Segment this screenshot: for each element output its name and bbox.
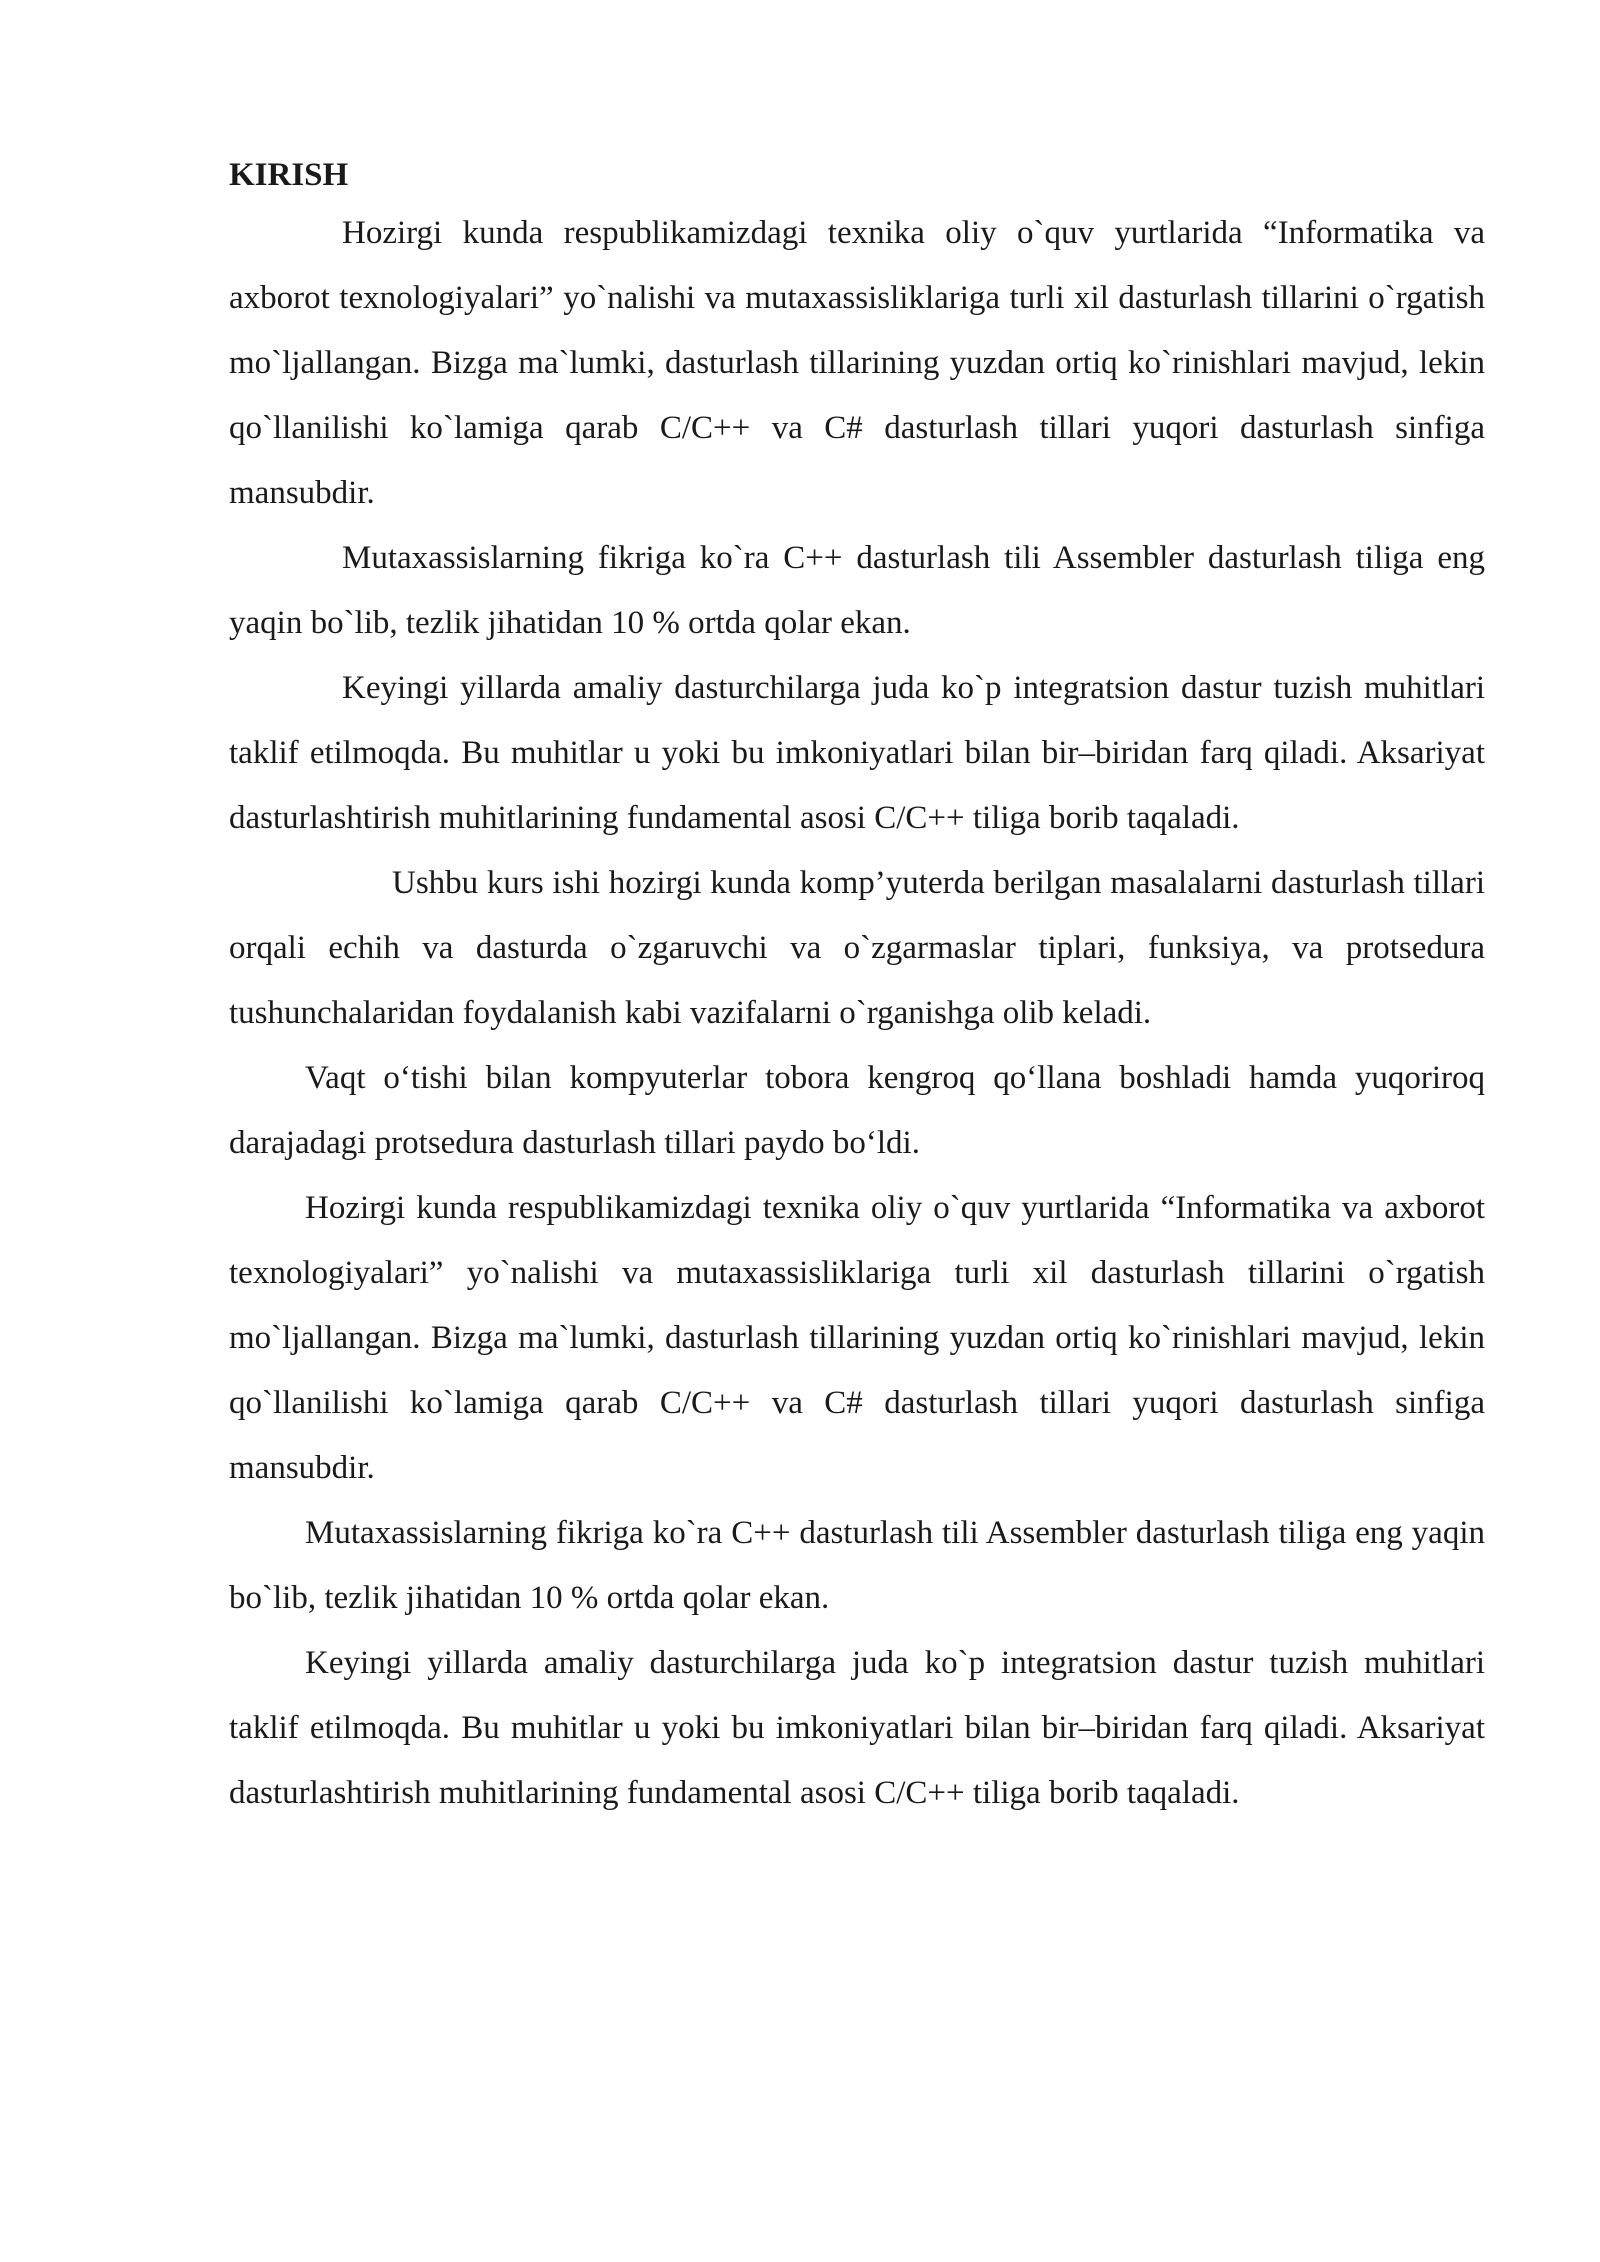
document-body <box>229 150 1485 1826</box>
paragraph-7: Mutaxassislarning fikriga ko`ra C++ dasturlash tili Assembler dasturlash tiliga eng yaqin bo`lib, tezlik jihatidan 10 % ortda qolar ekan. <box>229 1515 1485 1616</box>
paragraph-8: Keyingi yillarda amaliy dasturchilarga juda ko`p integratsion dastur tuzish muhitlari taklif etilmoqda. Bu muhitlar u yoki bu imkoniyatlari bilan bir–biridan farq qiladi. Aksariyat dasturlashtirish muhitlarining fundamental asosi C/C++ tiliga borib taqaladi. <box>229 1645 1485 1811</box>
paragraph-5: Vaqt o‘tishi bilan kompyuterlar tobora kengroq qo‘llana boshladi hamda yuqoriroq darajadagi protsedura dasturlash tillari paydo bo‘ldi. <box>229 1060 1485 1161</box>
paragraph-1: Hozirgi kunda respublikamizdagi texnika oliy o`quv yurtlarida “Informatika va axborot texnologiyalari” yo`nalishi va mutaxassisliklariga turli xil dasturlash tillarini o`rgatish mo`ljallangan. Bizga ma`lumki, dasturlash tillarining yuzdan ortiq ko`rinishlari mavjud, lekin qo`llanilishi ko`lamiga qarab C/C++ va C# dasturlash tillari yuqori dasturlash sinfiga mansubdir. <box>229 215 1485 511</box>
paragraph-6: Hozirgi kunda respublikamizdagi texnika oliy o`quv yurtlarida “Informatika va axborot texnologiyalari” yo`nalishi va mutaxassisliklariga turli xil dasturlash tillarini o`rgatish mo`ljallangan. Bizga ma`lumki, dasturlash tillarining yuzdan ortiq ko`rinishlari mavjud, lekin qo`llanilishi ko`lamiga qarab C/C++ va C# dasturlash tillari yuqori dasturlash sinfiga mansubdir. <box>229 1190 1485 1486</box>
paragraph-3: Keyingi yillarda amaliy dasturchilarga juda ko`p integratsion dastur tuzish muhitlari taklif etilmoqda. Bu muhitlar u yoki bu imkoniyatlari bilan bir–biridan farq qiladi. Aksariyat dasturlashtirish muhitlarining fundamental asosi C/C++ tiliga borib taqaladi. <box>229 670 1485 836</box>
section-heading: KIRISH <box>229 157 349 193</box>
paragraph-2: Mutaxassislarning fikriga ko`ra C++ dasturlash tili Assembler dasturlash tiliga eng yaqin bo`lib, tezlik jihatidan 10 % ortda qolar ekan. <box>229 540 1485 641</box>
paragraph-4: Ushbu kurs ishi hozirgi kunda komp’yuterda berilgan masalalarni dasturlash tillari orqali echih va dasturda o`zgaruvchi va o`zgarmaslar tiplari, funksiya, va protsedura tushunchalaridan foydalanish kabi vazifalarni o`rganishga olib keladi. <box>229 865 1485 1031</box>
